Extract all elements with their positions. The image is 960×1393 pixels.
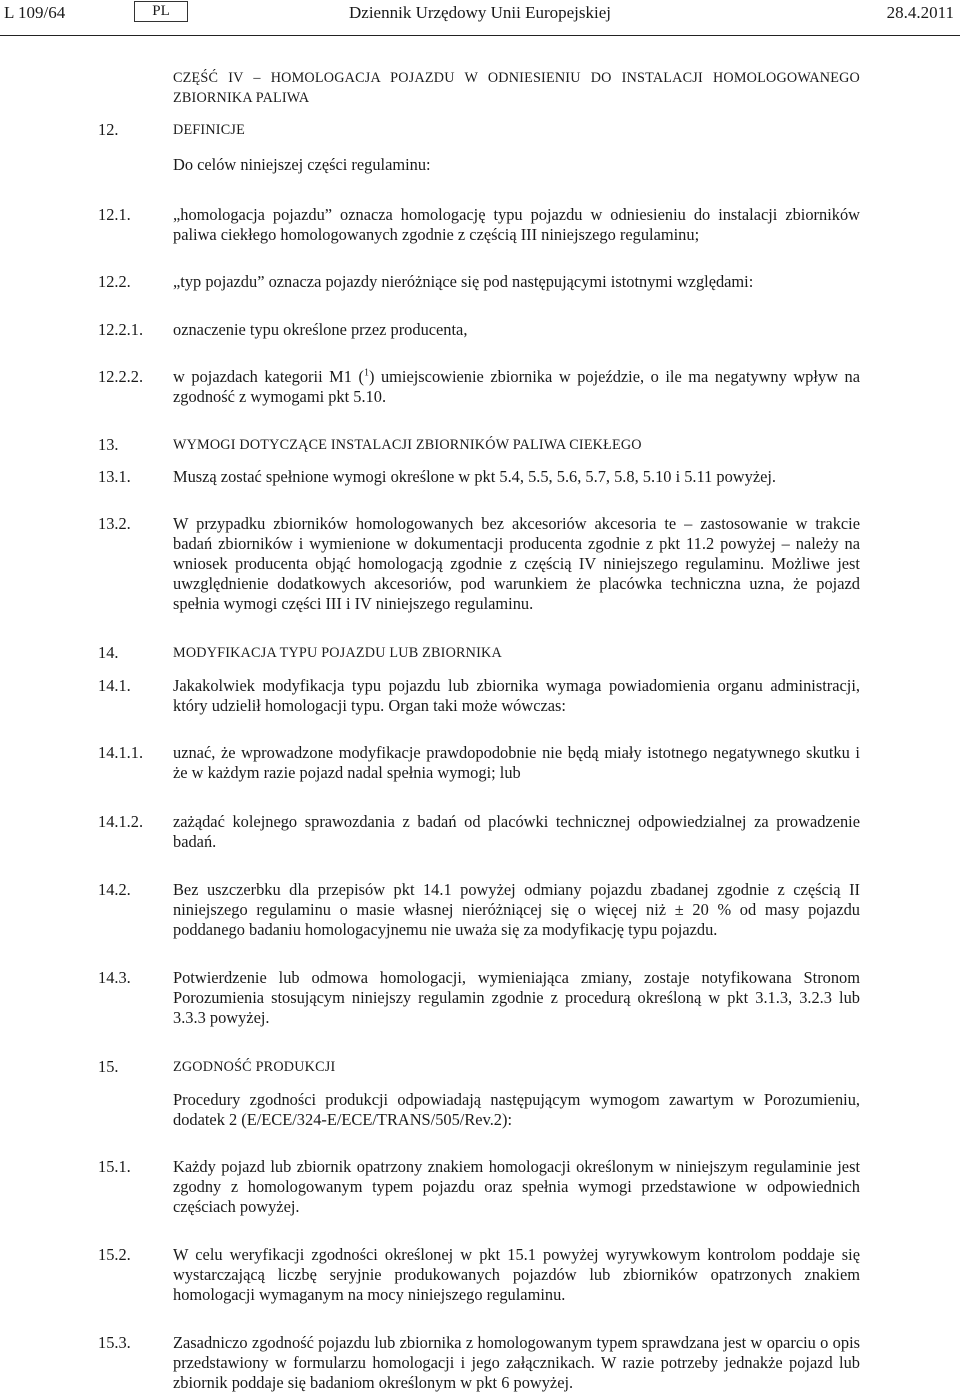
section-number: 14.1. xyxy=(98,676,131,695)
paragraph: oznaczenie typu określone przez producenta, xyxy=(173,320,468,339)
paragraph: Zasadniczo zgodność pojazdu lub zbiornika z homologowanym typem sprawdzana jest w oparciu o opis przedstawiony w formularzu homologacji i jego załącznikach. W razie potrzeby jednakże pojazd lub zbiornik poddaje się badaniom określonym w pkt 6 powyżej. xyxy=(173,1333,860,1392)
section-number: 14.1.1. xyxy=(98,743,144,762)
section-heading: MODYFIKACJA TYPU POJAZDU LUB ZBIORNIKA xyxy=(173,645,502,661)
section-number: 14.1.2. xyxy=(98,812,144,831)
section-heading: WYMOGI DOTYCZĄCE INSTALACJI ZBIORNIKÓW PALIWA CIEKŁEGO xyxy=(173,437,642,453)
paragraph: Muszą zostać spełnione wymogi określone w pkt 5.4, 5.5, 5.6, 5.7, 5.8, 5.10 i 5.11 powyżej. xyxy=(173,467,777,486)
section-number: 13.2. xyxy=(98,514,131,533)
paragraph: zażądać kolejnego sprawozdania z badań od placówki technicznej odpowiedzialnej za prowadzenie badań. xyxy=(173,812,860,851)
paragraph: uznać, że wprowadzone modyfikacje prawdopodobnie nie będą miały istotnego negatywnego skutku i że w każdym razie pojazd nadal spełnia wymogi; lub xyxy=(173,743,860,782)
paragraph: „typ pojazdu” oznacza pojazdy nieróżniące się pod następującymi istotnymi względami: xyxy=(173,272,754,291)
section-number: 13. xyxy=(98,435,119,454)
paragraph xyxy=(173,367,860,407)
paragraph: Do celów niniejszej części regulaminu: xyxy=(173,155,431,174)
paragraph: Jakakolwiek modyfikacja typu pojazdu lub zbiornika wymaga powiadomienia organu administracji, który udzielił homologacji typu. Organ taki może wówczas: xyxy=(173,676,860,715)
section-number: 14. xyxy=(98,643,119,662)
text-before-footnote: w pojazdach kategorii M1 ( xyxy=(173,367,364,386)
section-number: 13.1. xyxy=(98,467,131,486)
section-number: 12.1. xyxy=(98,205,131,224)
publication-date: 28.4.2011 xyxy=(886,3,954,22)
section-heading: DEFINICJE xyxy=(173,122,245,138)
page-reference: L 109/64 xyxy=(4,3,66,22)
section-number: 15. xyxy=(98,1057,119,1076)
paragraph: Bez uszczerbku dla przepisów pkt 14.1 powyżej odmiany pojazdu zbadanej zgodnie z częścią II niniejszego regulaminu o masie własnej nieróżniącej się o więcej niż ± 20 % od masy pojazdu poddanego badaniu homologacyjnemu nie uważa się za modyfikację typu pojazdu. xyxy=(173,880,860,939)
section-number: 15.2. xyxy=(98,1245,131,1264)
section-heading: ZGODNOŚĆ PRODUKCJI xyxy=(173,1059,336,1075)
section-number: 12. xyxy=(98,120,119,139)
paragraph: Każdy pojazd lub zbiornik opatrzony znakiem homologacji określonym w niniejszym regulaminie jest zgodny z homologowanym typem pojazdu oraz spełnia wymogi przedstawione w odpowiednich częściach powyżej. xyxy=(173,1157,860,1216)
footnote-reference[interactable]: 1 xyxy=(363,367,369,379)
section-number: 14.3. xyxy=(98,968,131,987)
section-number: 15.3. xyxy=(98,1333,131,1352)
paragraph: „homologacja pojazdu” oznacza homologację typu pojazdu w odniesieniu do instalacji zbiorników paliwa ciekłego homologowanych zgodnie z częścią III niniejszego regulaminu; xyxy=(173,205,860,244)
section-number: 15.1. xyxy=(98,1157,131,1176)
section-number: 14.2. xyxy=(98,880,131,899)
paragraph: W przypadku zbiorników homologowanych bez akcesoriów akcesoria te – zastosowanie w trakcie badań zbiorników i wymienione w dokumentacji producenta zgodnie z pkt 11.2 powyżej – należy na wniosek producenta objąć homologacją zgodnie z częścią IV niniejszego regulaminu. Możliwe jest uwzględnienie dodatkowych akcesoriów, pod warunkiem że placówka techniczna uzna, że pojazd spełnia wymogi części III i IV niniejszego regulaminu. xyxy=(173,514,860,613)
section-number: 12.2.2. xyxy=(98,367,144,386)
section-number: 12.2.1. xyxy=(98,320,144,339)
journal-title: Dziennik Urzędowy Unii Europejskiej xyxy=(349,3,612,22)
paragraph: W celu weryfikacji zgodności określonej w pkt 15.1 powyżej wyrywkowym kontrolom poddaje się wystarczającą liczbę seryjnie produkowanych pojazdów lub zbiorników opatrzonych znakiem homologacji wymaganym na mocy niniejszego regulaminu. xyxy=(173,1245,860,1304)
section-number: 12.2. xyxy=(98,272,131,291)
part-title: CZĘŚĆ IV – HOMOLOGACJA POJAZDU W ODNIESIENIU DO INSTALACJI HOMOLOGOWANEGO ZBIORNIKA PALIWA xyxy=(173,70,860,106)
text-after-footnote: ) umiejscowienie zbiornika w pojeździe, o ile ma negatywny wpływ na zgodność z wymogami pkt 5.10. xyxy=(173,367,860,406)
paragraph: Potwierdzenie lub odmowa homologacji, wymieniająca zmiany, zostaje notyfikowana Stronom Porozumienia stosującym niniejszy regulamin zgodnie z procedurą określoną w pkt 3.1.3, 3.2.3 lub 3.3.3 powyżej. xyxy=(173,968,860,1027)
paragraph: Procedury zgodności produkcji odpowiadają następującym wymogom zawartym w Porozumieniu, dodatek 2 (E/ECE/324-E/ECE/TRANS/505/Rev.2): xyxy=(173,1090,860,1129)
language-badge: PL xyxy=(134,1,188,22)
page-header xyxy=(0,0,960,36)
